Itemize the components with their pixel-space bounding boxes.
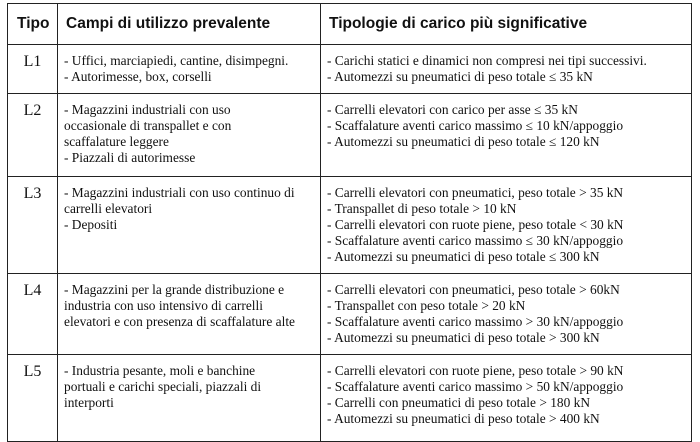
table-header-row — [8, 4, 692, 45]
header-tipo: Tipo — [8, 4, 58, 45]
campi-cell: - Industria pesante, moli e banchine portuali e carichi speciali, piazzali di interporti — [58, 355, 321, 442]
tipo-cell: L3 — [8, 177, 58, 274]
tipo-cell: L2 — [8, 94, 58, 177]
tipo-cell: L5 — [8, 355, 58, 442]
header-tipologie: Tipologie di carico più significative — [321, 4, 692, 45]
campi-cell: - Magazzini industriali con uso occasionale di transpallet e con scaffalature leggere - Piazzali di autorimesse — [58, 94, 321, 177]
tipo-cell: L4 — [8, 274, 58, 355]
tipo-cell: L1 — [8, 45, 58, 94]
table-row — [8, 177, 692, 274]
campi-cell: - Magazzini per la grande distribuzione e industria con uso intensivo di carrelli elevatori e con presenza di scaffalature alte — [58, 274, 321, 355]
tipologie-cell: - Carrelli elevatori con pneumatici, peso totale > 60kN - Transpallet con peso totale > 20 kN - Scaffalature aventi carico massimo > 30 kN/appoggio - Automezzi su pneumatici di peso totale > 300 kN — [321, 274, 692, 355]
tipologie-cell: - Carrelli elevatori con pneumatici, peso totale > 35 kN - Transpallet di peso totale > 10 kN - Carrelli elevatori con ruote piene, peso totale < 30 kN - Scaffalature aventi carico massimo ≤ 30 kN/appoggio - Automezzi su pneumatici di peso totale ≤ 300 kN — [321, 177, 692, 274]
tipologie-cell: - Carrelli elevatori con ruote piene, peso totale > 90 kN - Scaffalature aventi carico massimo > 50 kN/appoggio - Carrelli con pneumatici di peso totale > 180 kN - Automezzi su pneumatici di peso totale > 400 kN — [321, 355, 692, 442]
table-row — [8, 355, 692, 442]
load-classes-table-frame — [7, 3, 691, 435]
tipologie-cell: - Carrelli elevatori con carico per asse ≤ 35 kN - Scaffalature aventi carico massimo ≤ 10 kN/appoggio - Automezzi su pneumatici di peso totale ≤ 120 kN — [321, 94, 692, 177]
load-classes-table — [7, 3, 692, 442]
campi-cell: - Uffici, marciapiedi, cantine, disimpegni. - Autorimesse, box, corselli — [58, 45, 321, 94]
tipologie-cell: - Carichi statici e dinamici non compresi nei tipi successivi. - Automezzi su pneumatici di peso totale ≤ 35 kN — [321, 45, 692, 94]
header-campi: Campi di utilizzo prevalente — [58, 4, 321, 45]
table-row — [8, 94, 692, 177]
table-row — [8, 45, 692, 94]
campi-cell: - Magazzini industriali con uso continuo di carrelli elevatori - Depositi — [58, 177, 321, 274]
table-row — [8, 274, 692, 355]
